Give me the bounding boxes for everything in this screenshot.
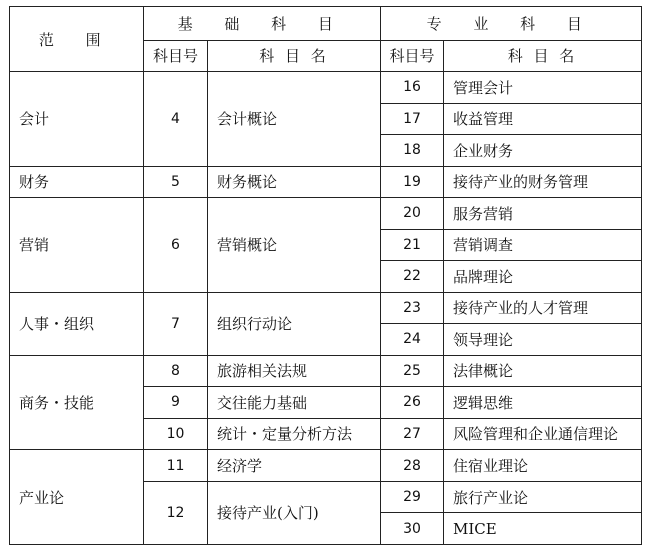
major-subject-name: 收益管理 — [444, 103, 642, 135]
header-basic-subject-name: 科 目 名 — [208, 40, 381, 72]
major-subject-no: 28 — [381, 450, 444, 482]
major-subject-name: 法律概论 — [444, 355, 642, 387]
major-subject-name: 品牌理论 — [444, 261, 642, 293]
basic-subject-no: 4 — [144, 72, 208, 167]
header-basic-subject-no: 科目号 — [144, 40, 208, 72]
major-subject-no: 22 — [381, 261, 444, 293]
major-subject-name: 营销调查 — [444, 229, 642, 261]
table-row — [10, 72, 642, 104]
header-range: 范 围 — [10, 7, 144, 72]
major-subject-name: 接待产业的财务管理 — [444, 166, 642, 198]
major-subject-name: 风险管理和企业通信理论 — [444, 418, 642, 450]
basic-subject-name: 营销概论 — [208, 198, 381, 293]
major-subject-name: 企业财务 — [444, 135, 642, 167]
major-subject-name: 逻辑思维 — [444, 387, 642, 419]
header-major-subject-no: 科目号 — [381, 40, 444, 72]
major-subject-no: 30 — [381, 513, 444, 545]
major-subject-no: 24 — [381, 324, 444, 356]
range-cell: 商务・技能 — [10, 355, 144, 450]
major-subject-name: 领导理论 — [444, 324, 642, 356]
basic-subject-no: 10 — [144, 418, 208, 450]
basic-subject-name: 组织行动论 — [208, 292, 381, 355]
major-subject-no: 25 — [381, 355, 444, 387]
major-subject-no: 27 — [381, 418, 444, 450]
major-subject-name: 服务营销 — [444, 198, 642, 230]
table-row — [10, 166, 642, 198]
basic-subject-no: 7 — [144, 292, 208, 355]
basic-subject-name: 交往能力基础 — [208, 387, 381, 419]
major-subject-name: 管理会计 — [444, 72, 642, 104]
major-subject-no: 23 — [381, 292, 444, 324]
basic-subject-no: 12 — [144, 481, 208, 544]
range-cell: 产业论 — [10, 450, 144, 545]
header-basic-subjects: 基 础 科 目 — [144, 7, 381, 41]
basic-subject-no: 6 — [144, 198, 208, 293]
major-subject-no: 26 — [381, 387, 444, 419]
basic-subject-no: 8 — [144, 355, 208, 387]
header-major-subjects: 专 业 科 目 — [381, 7, 642, 41]
basic-subject-no: 5 — [144, 166, 208, 198]
range-cell: 财务 — [10, 166, 144, 198]
major-subject-name: 接待产业的人才管理 — [444, 292, 642, 324]
major-subject-name: 住宿业理论 — [444, 450, 642, 482]
major-subject-no: 21 — [381, 229, 444, 261]
major-subject-no: 16 — [381, 72, 444, 104]
basic-subject-name: 统计・定量分析方法 — [208, 418, 381, 450]
table-row — [10, 292, 642, 324]
range-cell: 人事・组织 — [10, 292, 144, 355]
range-cell: 营销 — [10, 198, 144, 293]
basic-subject-name: 财务概论 — [208, 166, 381, 198]
major-subject-name: 旅行产业论 — [444, 481, 642, 513]
header-major-subject-name: 科 目 名 — [444, 40, 642, 72]
table-row — [10, 450, 642, 482]
basic-subject-name: 会计概论 — [208, 72, 381, 167]
curriculum-table — [9, 6, 642, 545]
basic-subject-no: 11 — [144, 450, 208, 482]
major-subject-no: 18 — [381, 135, 444, 167]
major-subject-no: 17 — [381, 103, 444, 135]
table-row — [10, 355, 642, 387]
basic-subject-name: 旅游相关法规 — [208, 355, 381, 387]
major-subject-no: 29 — [381, 481, 444, 513]
major-subject-name: MICE — [444, 513, 642, 545]
table-row — [10, 198, 642, 230]
major-subject-no: 19 — [381, 166, 444, 198]
major-subject-no: 20 — [381, 198, 444, 230]
range-cell: 会计 — [10, 72, 144, 167]
basic-subject-name: 接待产业(入门) — [208, 481, 381, 544]
basic-subject-name: 经济学 — [208, 450, 381, 482]
basic-subject-no: 9 — [144, 387, 208, 419]
